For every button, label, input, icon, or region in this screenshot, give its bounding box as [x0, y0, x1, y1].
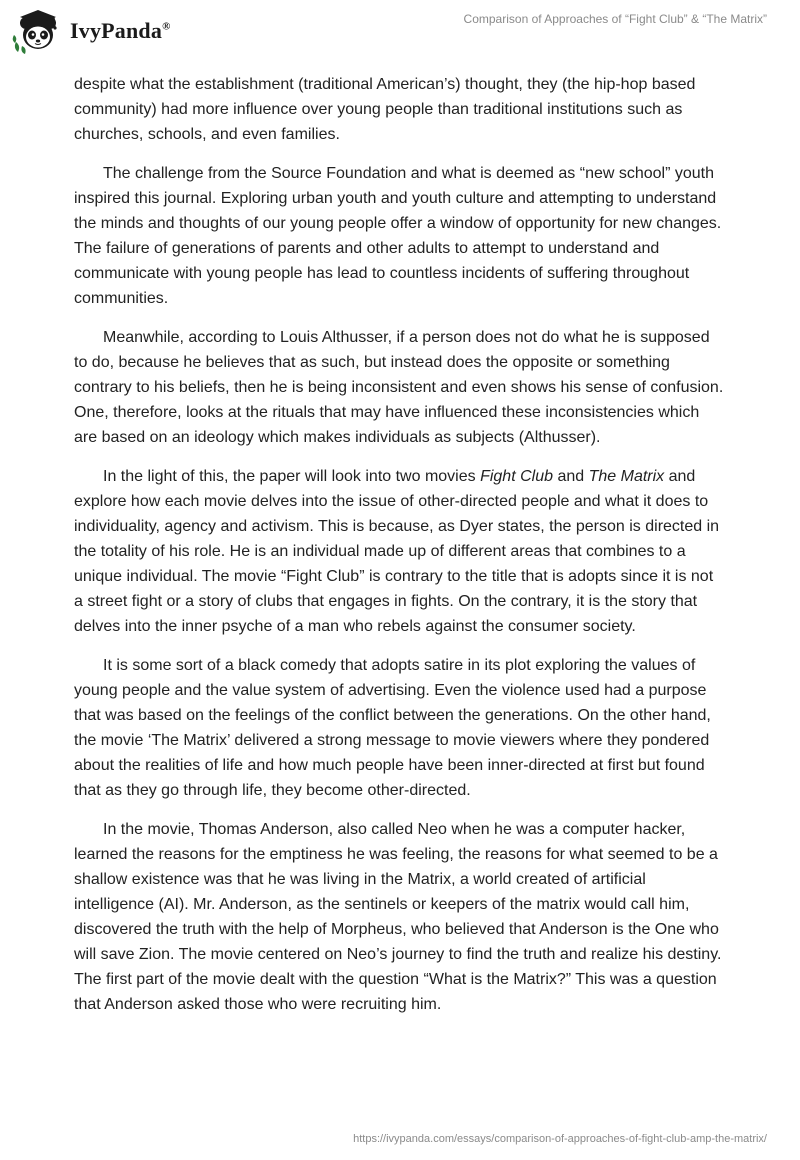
- paragraph-5: It is some sort of a black comedy that adopts satire in its plot exploring the values of young people and the value system of advertising. Even the violence used had a purpose that was based on the feelings of the conflict between the generations. On the other hand, the movie ‘The Matrix’ delivered a strong message to movie viewers where they pondered about the realities of life and how much people have been inner-directed at first but found that as they go through life, they become other-directed.: [74, 657, 711, 799]
- panda-graduation-cap-icon: [12, 8, 64, 54]
- ivypanda-logo[interactable]: [12, 8, 171, 54]
- paragraph-1: despite what the establishment (traditional American’s) thought, they (the hip-hop based community) had more influence over young people than traditional institutions such as churches, schools, and even families.: [74, 76, 696, 143]
- brand-name: IvyPanda®: [70, 18, 171, 43]
- source-url-link[interactable]: https://ivypanda.com/essays/comparison-of-approaches-of-fight-club-amp-the-matrix/: [353, 1133, 767, 1145]
- paragraph-2: The challenge from the Source Foundation and what is deemed as “new school” youth inspired this journal. Exploring urban youth and youth culture and attempting to understand the minds and thoughts of our young people offer a window of opportunity for new changes. The failure of generations of parents and other adults to attempt to understand and communicate with young people has lead to countless incidents of suffering throughout communities.: [74, 165, 722, 307]
- film-title-the-matrix: The Matrix: [588, 468, 665, 485]
- film-title-fight-club: Fight Club: [480, 468, 553, 485]
- document-title: Comparison of Approaches of “Fight Club” & “The Matrix”: [463, 12, 767, 26]
- page-header: [0, 0, 800, 64]
- essay-body: [74, 72, 726, 1031]
- paragraph-4: In the light of this, the paper will look into two movies Fight Club and The Matrix and explore how each movie delves into the issue of other-directed people and what it does to individuality, agency and activism. This is because, as Dyer states, the person is directed in the totality of his role. He is an individual made up of different areas that combines to a unique individual. The movie “Fight Club” is contrary to the title that is adopts since it is not a street fight or a story of clubs that engages in fights. On the contrary, it is the story that delves into the inner psyche of a man who rebels against the consumer society.: [74, 468, 720, 635]
- paragraph-6: In the movie, Thomas Anderson, also called Neo when he was a computer hacker, learned the reasons for the emptiness he was feeling, the reasons for what seemed to be a shallow existence was that he was living in the Matrix, a world created of artificial intelligence (AI). Mr. Anderson, as the sentinels or keepers of the matrix would call him, discovered the truth with the help of Morpheus, who believed that Anderson is the One who will save Zion. The movie centered on Neo’s journey to find the truth and realize his destiny. The first part of the movie dealt with the question “What is the Matrix?” This was a question that Anderson asked those who were recruiting him.: [74, 821, 722, 1013]
- paragraph-3: Meanwhile, according to Louis Althusser, if a person does not do what he is supposed to do, because he believes that as such, but instead does the opposite or something contrary to his beliefs, then he is being inconsistent and even shows his sense of confusion. One, therefore, looks at the rituals that may have influenced these inconsistencies which are based on an ideology which makes individuals as subjects (Althusser).: [74, 329, 724, 446]
